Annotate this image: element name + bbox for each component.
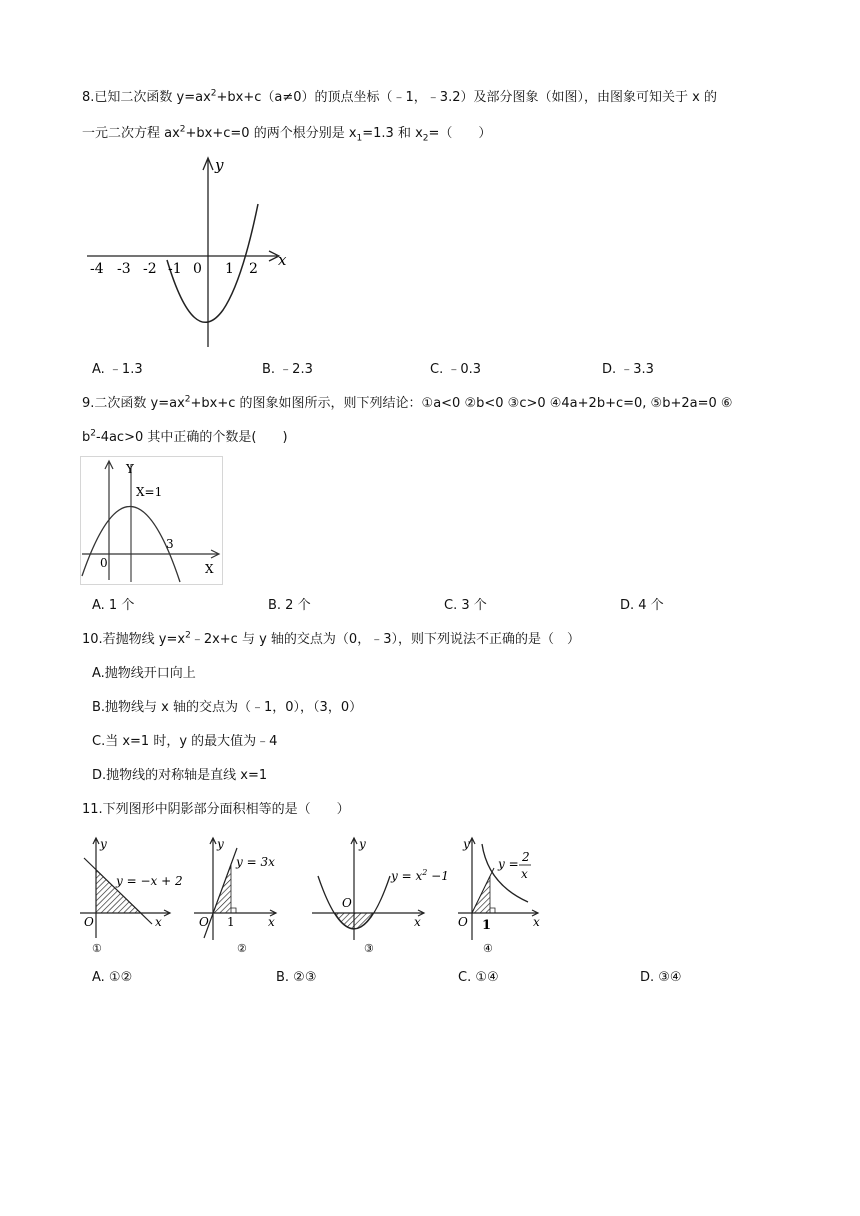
q8-tick-label: 2: [249, 261, 258, 277]
q9-text: +bx+c 的图象如图所示，则下列结论：①a<0 ②b<0 ③c>0 ④4a+2b+c=0, ⑤b+2a=0 ⑥: [190, 396, 733, 411]
q9-option-c[interactable]: C. 3 个: [444, 598, 487, 613]
q11-fig2-number: ②: [237, 942, 247, 955]
q8-sup: 2: [210, 88, 217, 99]
q8-sub: 2: [422, 133, 429, 144]
q10-sup: 2: [185, 630, 191, 641]
q11-figure-1: [80, 837, 183, 955]
svg-text:O: O: [84, 915, 94, 929]
q8-origin-label: 0: [193, 261, 202, 277]
q8-tick-label: -3: [117, 261, 131, 277]
q9-symmetry-label: X=1: [136, 485, 163, 499]
q8-figure: [82, 152, 297, 352]
q8-option-a[interactable]: A. ﹣1.3: [92, 362, 143, 377]
svg-text:1: 1: [482, 918, 492, 933]
q11-figure-3: [312, 837, 449, 955]
svg-text:1: 1: [227, 915, 235, 929]
svg-text:y: y: [217, 837, 224, 851]
q8-tick-label: 1: [225, 261, 234, 277]
q11-fig4-number: ④: [483, 942, 493, 955]
q8-tick-label: -1: [168, 261, 182, 277]
svg-text:2: 2: [522, 850, 530, 864]
q8-option-c[interactable]: C. ﹣0.3: [430, 362, 482, 377]
q8-text: +bx+c（a≠0）的顶点坐标（﹣1，﹣3.2）及部分图象（如图），由图象可知关于 x 的: [216, 90, 717, 105]
q8-option-d[interactable]: D. ﹣3.3: [602, 362, 654, 377]
q9-text: -4ac>0 其中正确的个数是( ): [96, 430, 288, 445]
q10-text: ﹣2x+c 与 y 轴的交点为（0，﹣3），则下列说法不正确的是（ ）: [190, 632, 580, 647]
q11-option-d[interactable]: D. ③④: [640, 970, 682, 985]
q8-stem-line2: [82, 124, 491, 144]
q8-text: 8.已知二次函数 y=ax: [82, 90, 211, 105]
q8-x-label: x: [278, 251, 287, 269]
q9-text: b: [82, 430, 91, 445]
q9-option-b[interactable]: B. 2 个: [268, 598, 311, 613]
q9-stem-line2: [82, 428, 288, 448]
q9-figure: [80, 456, 224, 586]
svg-text:O: O: [199, 915, 209, 929]
q11-fig1-line: [84, 858, 152, 924]
q8-text: =（ ）: [428, 126, 492, 141]
q11-fig3-equation: $y = x^2 -1$: [391, 868, 449, 883]
svg-text:y: y: [359, 837, 366, 851]
q8-text: 一元二次方程 ax: [82, 126, 180, 141]
svg-text:x: x: [155, 915, 162, 929]
svg-text:O: O: [458, 915, 468, 929]
svg-text:x: x: [268, 915, 275, 929]
q9-option-d[interactable]: D. 4 个: [620, 598, 664, 613]
q8-option-b[interactable]: B. ﹣2.3: [262, 362, 313, 377]
q9-root-label: 3: [166, 537, 174, 551]
q11-fig1-number: ①: [92, 942, 102, 955]
svg-text:O: O: [342, 896, 352, 910]
q11-fig4-equation: y =: [498, 857, 519, 871]
q11-option-b[interactable]: B. ②③: [276, 970, 317, 985]
svg-text:x: x: [414, 915, 421, 929]
q11-fig3-number: ③: [364, 942, 374, 955]
q9-origin-label: 0: [100, 556, 108, 570]
q11-figure-4: [458, 837, 540, 955]
q8-sup: 2: [179, 124, 186, 135]
q11-fig1-equation: y = −x + 2: [116, 874, 183, 888]
q10-option-a[interactable]: A.抛物线开口向上: [92, 666, 196, 681]
q9-text: 9.二次函数 y=ax: [82, 396, 185, 411]
q8-stem-line1: [82, 88, 717, 108]
q10-option-d[interactable]: D.抛物线的对称轴是直线 x=1: [92, 768, 268, 783]
q11-figures: [78, 828, 548, 958]
q11-stem: 11.下列图形中阴影部分面积相等的是（ ）: [82, 802, 350, 817]
svg-text:x: x: [521, 867, 528, 881]
q9-sup: 2: [184, 394, 191, 405]
q9-y-label: Y: [126, 462, 134, 476]
q10-text: 10.若抛物线 y=x: [82, 632, 186, 647]
q8-tick-label: -4: [90, 261, 104, 277]
q11-figure-2: [194, 837, 276, 955]
q8-tick-label: -2: [143, 261, 157, 277]
svg-text:y: y: [100, 837, 107, 851]
q10-option-b[interactable]: B.抛物线与 x 轴的交点为（﹣1，0），（3，0）: [92, 700, 363, 715]
q11-option-c[interactable]: C. ①④: [458, 970, 499, 985]
q8-y-label: y: [215, 156, 224, 174]
q9-stem-line1: [82, 394, 733, 414]
q8-text: =1.3 和 x: [362, 126, 423, 141]
q9-x-label: X: [205, 562, 214, 576]
q8-sub: 1: [356, 133, 363, 144]
q9-sup: 2: [90, 428, 96, 439]
q11-fig2-equation: y = 3x: [236, 855, 275, 869]
q9-option-a[interactable]: A. 1 个: [92, 598, 135, 613]
svg-text:y: y: [463, 837, 470, 851]
q10-stem: [82, 630, 580, 650]
svg-text:x: x: [533, 915, 540, 929]
q8-text: +bx+c=0 的两个根分别是 x: [185, 126, 357, 141]
q10-option-c[interactable]: C.当 x=1 时，y 的最大值为﹣4: [92, 734, 278, 749]
q11-option-a[interactable]: A. ①②: [92, 970, 133, 985]
